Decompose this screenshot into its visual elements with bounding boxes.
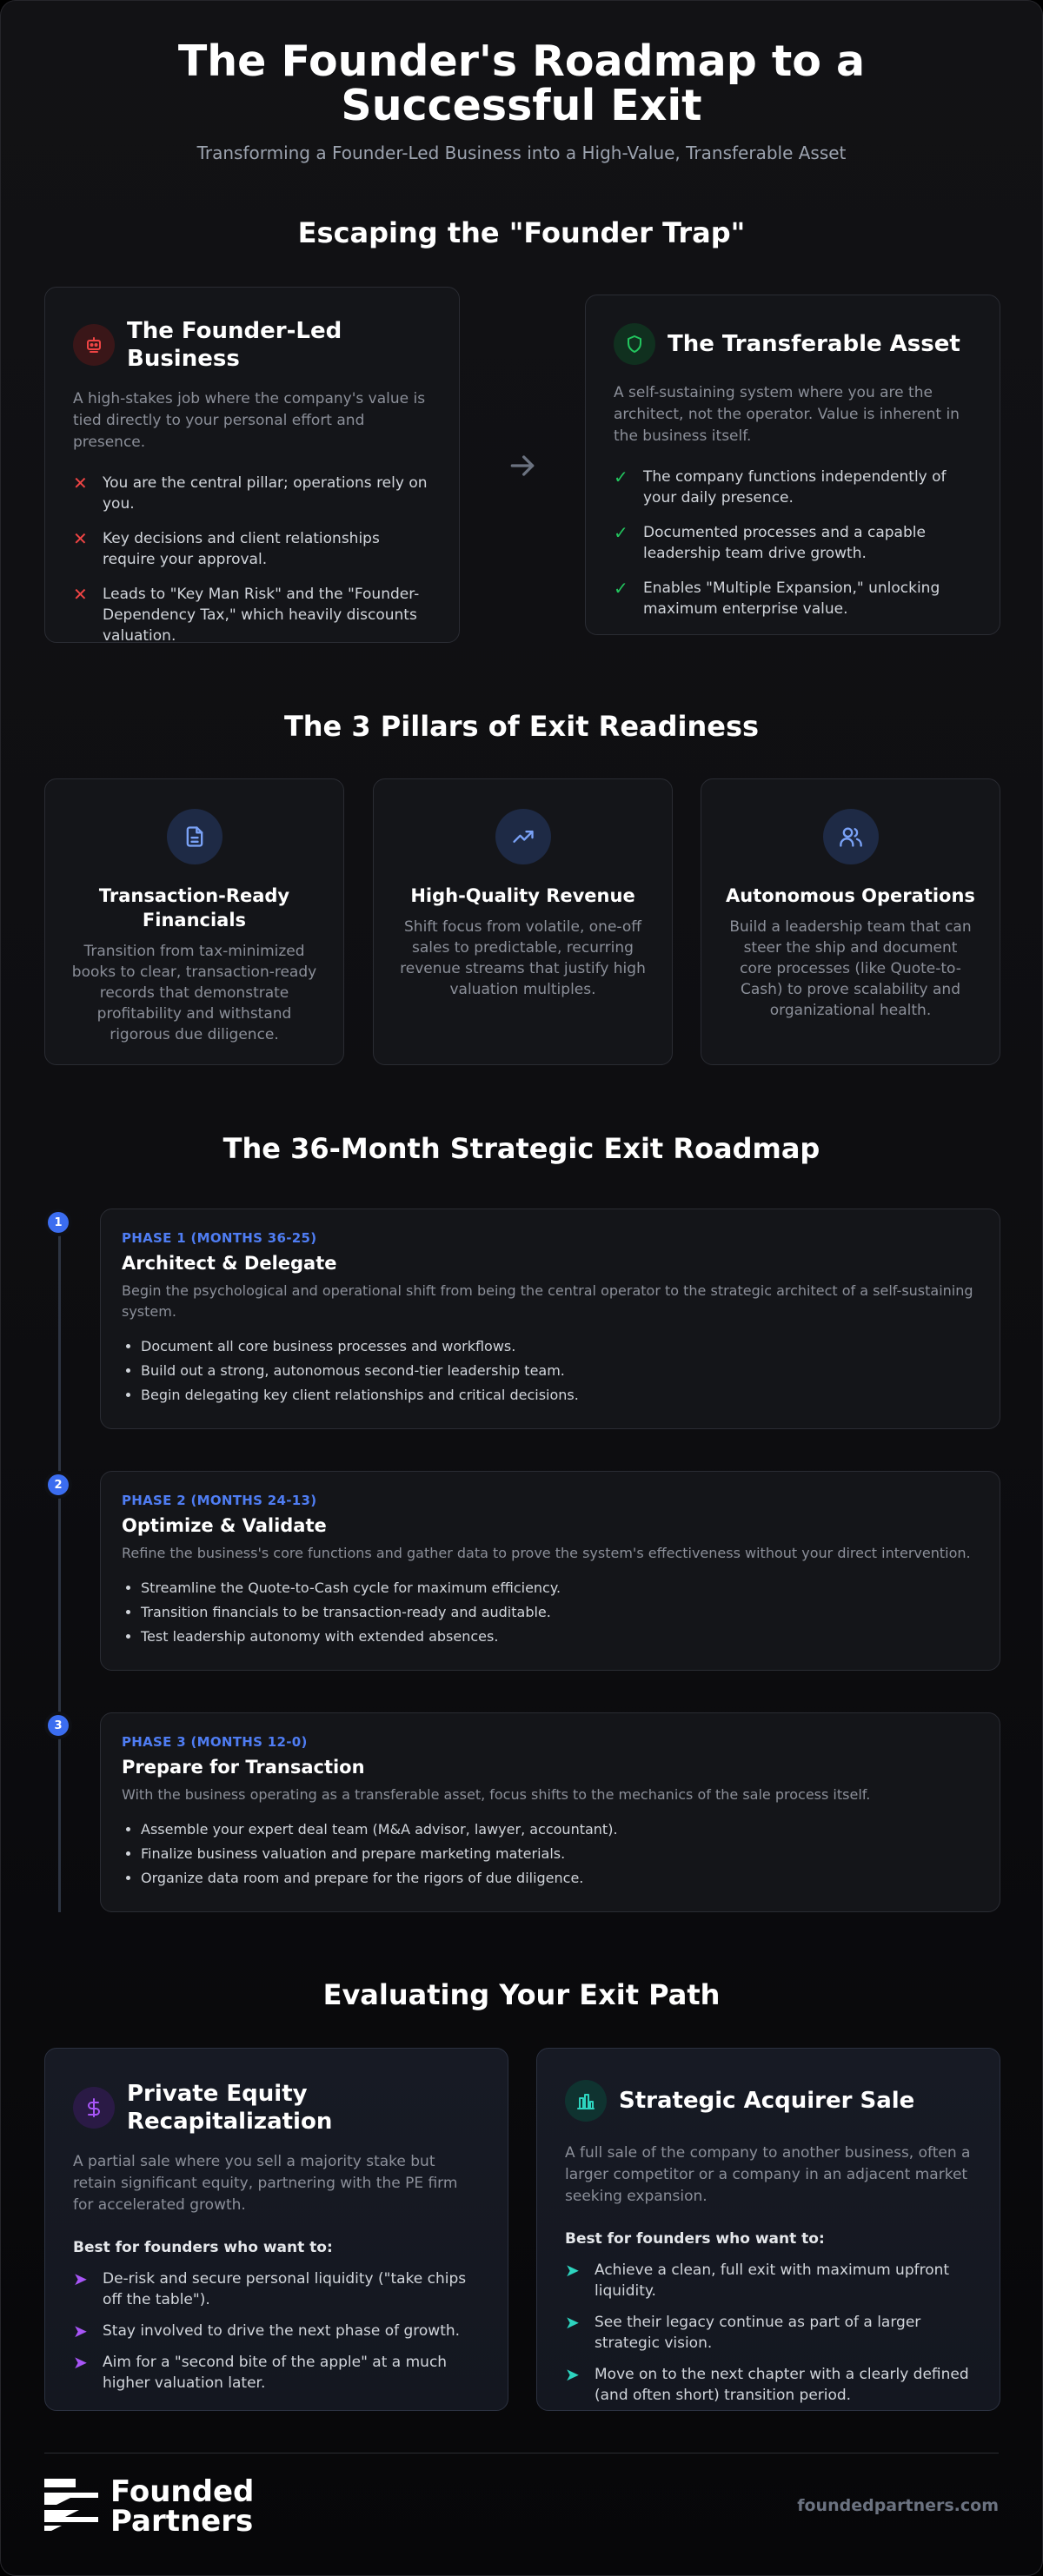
list-item: ➤ Achieve a clean, full exit with maximum upfront liquidity. [565, 2260, 950, 2300]
footer-logo [44, 2474, 255, 2539]
arrow-icon: ➤ [73, 2321, 88, 2341]
pillar-card-operations [701, 778, 1000, 1065]
card-title: Strategic Acquirer Sale [619, 2088, 915, 2114]
card-description: A high-stakes job where the company's value is tied directly to your personal effort and presence. [73, 390, 426, 451]
phase-title: Optimize & Validate [122, 1515, 327, 1536]
phase-card-3 [100, 1712, 1000, 1912]
best-for-label: Best for founders who want to: [73, 2239, 333, 2256]
list-item: ➤ Move on to the next chapter with a clearly defined (and often short) transition period. [565, 2364, 969, 2404]
list-item: • Build out a strong, autonomous second-tier leadership team. [141, 1359, 979, 1383]
list-item: ✕ You are the central pillar; operations rely on you. [73, 473, 428, 513]
phase-card-1 [100, 1209, 1000, 1429]
best-for-list [73, 2268, 480, 2394]
check-icon: ✓ [614, 578, 628, 599]
list-item: ➤ Aim for a "second bite of the apple" at a much higher valuation later. [73, 2352, 448, 2392]
founder-led-list [73, 473, 431, 646]
pillar-card-revenue [373, 778, 673, 1065]
website-link[interactable]: foundedpartners.com [797, 2496, 999, 2515]
phase-title: Architect & Delegate [122, 1253, 337, 1274]
document-icon [167, 809, 223, 864]
section-title-pillars: The 3 Pillars of Exit Readiness [283, 710, 760, 743]
card-description: A partial sale where you sell a majority stake but retain significant equity, partnering with the PE firm for accelerated growth. [73, 2153, 458, 2214]
section-title-exit-path: Evaluating Your Exit Path [322, 1978, 721, 2011]
timeline-line [58, 1222, 61, 1912]
pillar-card-financials [44, 778, 344, 1065]
list-item: • Finalize business valuation and prepare marketing materials. [141, 1842, 979, 1866]
section-title-founder-trap: Escaping the "Founder Trap" [297, 216, 746, 249]
pillar-title: High-Quality Revenue [410, 885, 635, 906]
pillar-description: Build a leadership team that can steer the ship and document core processes (like Quote-to-Cash) to prove scalability and organizational health. [729, 918, 972, 1019]
check-icon: ✓ [614, 522, 628, 543]
x-icon: ✕ [73, 473, 88, 493]
phase-task-list [122, 1818, 979, 1891]
building-icon [565, 2080, 607, 2122]
x-icon: ✕ [73, 528, 88, 549]
card-title: Private Equity Recapitalization [127, 2081, 333, 2135]
phase-label: PHASE 2 (MONTHS 24-13) [122, 1493, 317, 1508]
list-item: • Document all core business processes and workflows. [141, 1334, 979, 1359]
page-title: The Founder's Roadmap to a Successful Exit [177, 36, 866, 130]
list-item: • Streamline the Quote-to-Cash cycle for maximum efficiency. [141, 1576, 979, 1600]
pillar-description: Shift focus from volatile, one-off sales to predictable, recurring revenue streams that justify high valuation multiples. [400, 918, 646, 998]
logo-mark-icon [44, 2479, 98, 2534]
list-item: ✕ Leads to "Key Man Risk" and the "Founder-Dependency Tax," which heavily discounts valuation. [73, 584, 420, 645]
shield-icon [614, 323, 655, 365]
phase-description: With the business operating as a transferable asset, focus shifts to the mechanics of the sale process itself. [122, 1786, 871, 1803]
phase-marker: 3 [48, 1715, 69, 1736]
card-description: A self-sustaining system where you are the architect, not the operator. Value is inherent in the business itself. [614, 384, 960, 445]
best-for-label: Best for founders who want to: [565, 2230, 825, 2248]
phase-task-list [122, 1576, 979, 1649]
trending-up-icon [495, 809, 551, 864]
exit-option-strategic-acquirer [536, 2048, 1000, 2411]
pillar-title: Transaction-Ready Financials [98, 885, 290, 930]
logo-text-line1: Founded [110, 2474, 255, 2509]
arrow-icon: ➤ [73, 2268, 88, 2289]
card-title: The Transferable Asset [668, 331, 960, 357]
phase-task-list [122, 1334, 979, 1407]
list-item: ➤ See their legacy continue as part of a larger strategic vision. [565, 2312, 921, 2352]
list-item: • Organize data room and prepare for the rigors of due diligence. [141, 1866, 979, 1891]
list-item: ➤ De-risk and secure personal liquidity ("take chips off the table"). [73, 2268, 467, 2308]
exit-option-private-equity [44, 2048, 508, 2411]
card-title: The Founder-Led Business [127, 318, 342, 372]
phase-card-2 [100, 1471, 1000, 1671]
pillar-title: Autonomous Operations [726, 885, 975, 906]
phase-label: PHASE 1 (MONTHS 36-25) [122, 1230, 317, 1246]
transferable-asset-list [614, 467, 972, 619]
list-item: ✓ Enables "Multiple Expansion," unlocking maximum enterprise value. [614, 578, 940, 618]
pillar-description: Transition from tax-minimized books to clear, transaction-ready records that demonstrate profitability and withstand rigorous due diligence. [71, 943, 317, 1043]
section-title-roadmap: The 36-Month Strategic Exit Roadmap [223, 1132, 820, 1165]
phase-description: Begin the psychological and operational shift from being the central operator to the strategic architect of a self-sustaining system. [122, 1282, 973, 1320]
phase-label: PHASE 3 (MONTHS 12-0) [122, 1734, 308, 1750]
list-item: ✓ The company functions independently of your daily presence. [614, 467, 947, 507]
phase-description: Refine the business's core functions and gather data to prove the system's effectiveness without your direct intervention. [122, 1545, 971, 1561]
arrow-icon: ➤ [565, 2260, 580, 2281]
list-item: • Transition financials to be transaction-ready and auditable. [141, 1600, 979, 1625]
arrow-icon: ➤ [73, 2352, 88, 2373]
users-icon [823, 809, 879, 864]
transferable-asset-card [585, 295, 1000, 635]
phase-marker: 2 [48, 1474, 69, 1495]
arrow-icon: ➤ [565, 2364, 580, 2385]
card-description: A full sale of the company to another business, often a larger competitor or a company in an adjacent market seeking expansion. [565, 2144, 971, 2205]
best-for-list [565, 2260, 972, 2406]
list-item: • Begin delegating key client relationships and critical decisions. [141, 1383, 979, 1407]
phase-title: Prepare for Transaction [122, 1757, 365, 1778]
list-item: • Assemble your expert deal team (M&A advisor, lawyer, accountant). [141, 1818, 979, 1842]
list-item: ✕ Key decisions and client relationships require your approval. [73, 528, 380, 568]
list-item: ✓ Documented processes and a capable leadership team drive growth. [614, 522, 926, 562]
arrow-icon: ➤ [565, 2312, 580, 2333]
arrow-right-icon [505, 448, 540, 487]
page-subtitle: Transforming a Founder-Led Business into a High-Value, Transferable Asset [196, 142, 847, 163]
list-item: • Test leadership autonomy with extended absences. [141, 1625, 979, 1649]
dollar-icon [73, 2087, 115, 2129]
x-icon: ✕ [73, 584, 88, 605]
check-icon: ✓ [614, 467, 628, 487]
phase-marker: 1 [48, 1212, 69, 1233]
robot-icon [73, 324, 115, 366]
founder-led-card [44, 287, 460, 643]
logo-text-line2: Partners [110, 2504, 254, 2539]
list-item: ➤ Stay involved to drive the next phase of growth. [73, 2321, 461, 2341]
